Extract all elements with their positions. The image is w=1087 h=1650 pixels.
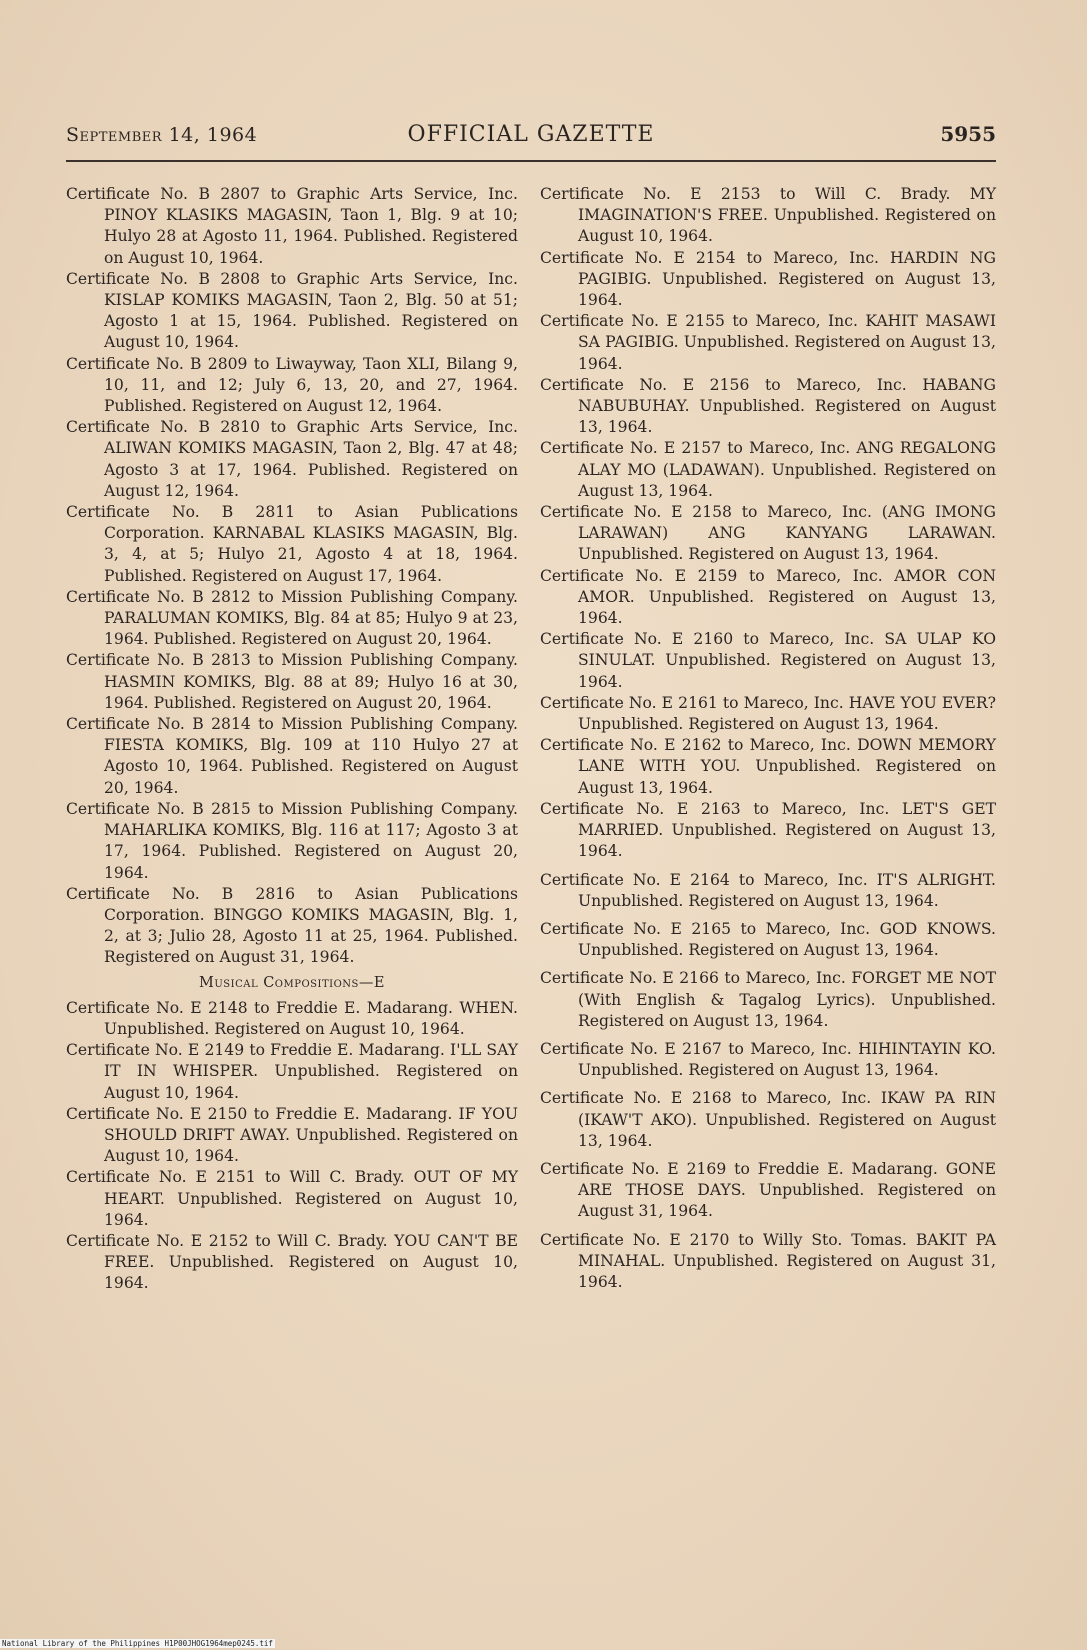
certificate-entry: Certificate No. E 2155 to Mareco, Inc. KAHIT MASAWI SA PAGIBIG. Unpublished. Registered on August 13, 1964.	[540, 312, 996, 373]
certificate-entry: Certificate No. B 2815 to Mission Publishing Company. MAHARLIKA KOMIKS, Blg. 116 at 117; Agosto 3 at 17, 1964. Published. Registered on August 20, 1964.	[66, 799, 518, 882]
certificate-entry: Certificate No. B 2814 to Mission Publishing Company. FIESTA KOMIKS, Blg. 109 at 110 Hulyo 27 at Agosto 10, 1964. Published. Registered on August 20, 1964.	[66, 715, 518, 797]
certificate-entry: Certificate No. E 2159 to Mareco, Inc. AMOR CON AMOR. Unpublished. Registered on August 13, 1964.	[540, 566, 996, 628]
right-column	[540, 184, 996, 1293]
certificate-entry: Certificate No. E 2168 to Mareco, Inc. IKAW PA RIN (IKAW'T AKO). Unpublished. Registered on August 13, 1964.	[540, 1089, 996, 1150]
scan-footer-note: National Library of the Philippines H1P00JHOG1964mep0245.tif	[2, 1639, 273, 1648]
certificate-entry: Certificate No. B 2809 to Liwayway, Taon XLI, Bilang 9, 10, 11, and 12; July 6, 13, 20, and 27, 1964. Published. Registered on August 12, 1964.	[66, 354, 518, 416]
certificate-entry: Certificate No. B 2811 to Asian Publications Corporation. KARNABAL KLASIKS MAGASIN, Blg. 3, 4, at 5; Hulyo 21, Agosto 4 at 18, 1964. Published. Registered on August 17, 1964.	[66, 503, 518, 585]
header-rule	[66, 160, 996, 162]
certificate-entry: Certificate No. B 2812 to Mission Publishing Company. PARALUMAN KOMIKS, Blg. 84 at 85; Hulyo 9 at 23, 1964. Published. Registered on August 20, 1964.	[66, 587, 518, 649]
certificate-entry: Certificate No. B 2808 to Graphic Arts Service, Inc. KISLAP KOMIKS MAGASIN, Taon 2, Blg. 50 at 51; Agosto 1 at 15, 1964. Published. Registered on August 10, 1964.	[66, 269, 518, 352]
certificate-entry: Certificate No. E 2163 to Mareco, Inc. LET'S GET MARRIED. Unpublished. Registered on August 13, 1964.	[540, 799, 996, 861]
certificate-entry: Certificate No. E 2161 to Mareco, Inc. HAVE YOU EVER? Unpublished. Registered on August 13, 1964.	[540, 693, 996, 734]
page-header	[66, 124, 996, 154]
certificate-entry: Certificate No. E 2167 to Mareco, Inc. HIHINTAYIN KO. Unpublished. Registered on August 13, 1964.	[540, 1039, 996, 1080]
certificate-entry: Certificate No. E 2150 to Freddie E. Madarang. IF YOU SHOULD DRIFT AWAY. Unpublished. Registered on August 10, 1964.	[66, 1104, 518, 1166]
certificate-entry: Certificate No. B 2807 to Graphic Arts Service, Inc. PINOY KLASIKS MAGASIN, Taon 1, Blg. 9 at 10; Hulyo 28 at Agosto 11, 1964. Published. Registered on August 10, 1964.	[66, 185, 518, 267]
left-column	[66, 184, 518, 1295]
certificate-entry: Certificate No. E 2156 to Mareco, Inc. HABANG NABUBUHAY. Unpublished. Registered on August 13, 1964.	[540, 375, 996, 437]
certificate-entry: Certificate No. E 2169 to Freddie E. Madarang. GONE ARE THOSE DAYS. Unpublished. Registered on August 31, 1964.	[540, 1159, 996, 1221]
certificate-entry: Certificate No. E 2164 to Mareco, Inc. IT'S ALRIGHT. Unpublished. Registered on August 13, 1964.	[540, 870, 996, 910]
certificate-entry: Certificate No. E 2160 to Mareco, Inc. SA ULAP KO SINULAT. Unpublished. Registered on August 13, 1964.	[540, 630, 996, 691]
certificate-entry: Certificate No. E 2151 to Will C. Brady. OUT OF MY HEART. Unpublished. Registered on August 10, 1964.	[66, 1168, 518, 1229]
header-title: OFFICIAL GAZETTE	[407, 122, 655, 147]
certificate-entry: Certificate No. E 2153 to Will C. Brady. MY IMAGINATION'S FREE. Unpublished. Registered on August 10, 1964.	[540, 185, 996, 246]
certificate-entry: Certificate No. E 2165 to Mareco, Inc. GOD KNOWS. Unpublished. Registered on August 13, 1964.	[540, 919, 996, 960]
certificate-entry: Certificate No. E 2157 to Mareco, Inc. ANG REGALONG ALAY MO (LADAWAN). Unpublished. Registered on August 13, 1964.	[540, 439, 996, 500]
certificate-entry: Certificate No. E 2162 to Mareco, Inc. DOWN MEMORY LANE WITH YOU. Unpublished. Registered on August 13, 1964.	[540, 736, 996, 797]
certificate-entry: Certificate No. E 2148 to Freddie E. Madarang. WHEN. Unpublished. Registered on August 10, 1964.	[66, 998, 518, 1038]
page-number: 5955	[940, 122, 996, 146]
certificate-entry: Certificate No. E 2170 to Willy Sto. Tomas. BAKIT PA MINAHAL. Unpublished. Registered on August 31, 1964.	[540, 1230, 996, 1291]
section-heading: Musical Compositions—E	[199, 974, 385, 991]
certificate-entry: Certificate No. B 2810 to Graphic Arts Service, Inc. ALIWAN KOMIKS MAGASIN, Taon 2, Blg. 47 at 48; Agosto 3 at 17, 1964. Published. Registered on August 12, 1964.	[66, 418, 518, 500]
certificate-entry: Certificate No. B 2816 to Asian Publications Corporation. BINGGO KOMIKS MAGASIN, Blg. 1, 2, at 3; Julio 28, Agosto 11 at 25, 1964. Published. Registered on August 31, 1964.	[66, 884, 518, 967]
certificate-entry: Certificate No. E 2149 to Freddie E. Madarang. I'LL SAY IT IN WHISPER. Unpublished. Registered on August 10, 1964.	[66, 1041, 518, 1102]
certificate-entry: Certificate No. B 2813 to Mission Publishing Company. HASMIN KOMIKS, Blg. 88 at 89; Hulyo 16 at 30, 1964. Published. Registered on August 20, 1964.	[66, 651, 518, 712]
certificate-entry: Certificate No. E 2152 to Will C. Brady. YOU CAN'T BE FREE. Unpublished. Registered on August 10, 1964.	[66, 1231, 518, 1293]
header-date: September 14, 1964	[66, 124, 258, 146]
certificate-entry: Certificate No. E 2166 to Mareco, Inc. FORGET ME NOT (With English & Tagalog Lyrics). Unpublished. Registered on August 13, 1964.	[540, 969, 996, 1030]
certificate-entry: Certificate No. E 2154 to Mareco, Inc. HARDIN NG PAGIBIG. Unpublished. Registered on August 13, 1964.	[540, 248, 996, 310]
certificate-entry: Certificate No. E 2158 to Mareco, Inc. (ANG IMONG LARAWAN) ANG KANYANG LARAWAN. Unpublished. Registered on August 13, 1964.	[540, 503, 996, 564]
